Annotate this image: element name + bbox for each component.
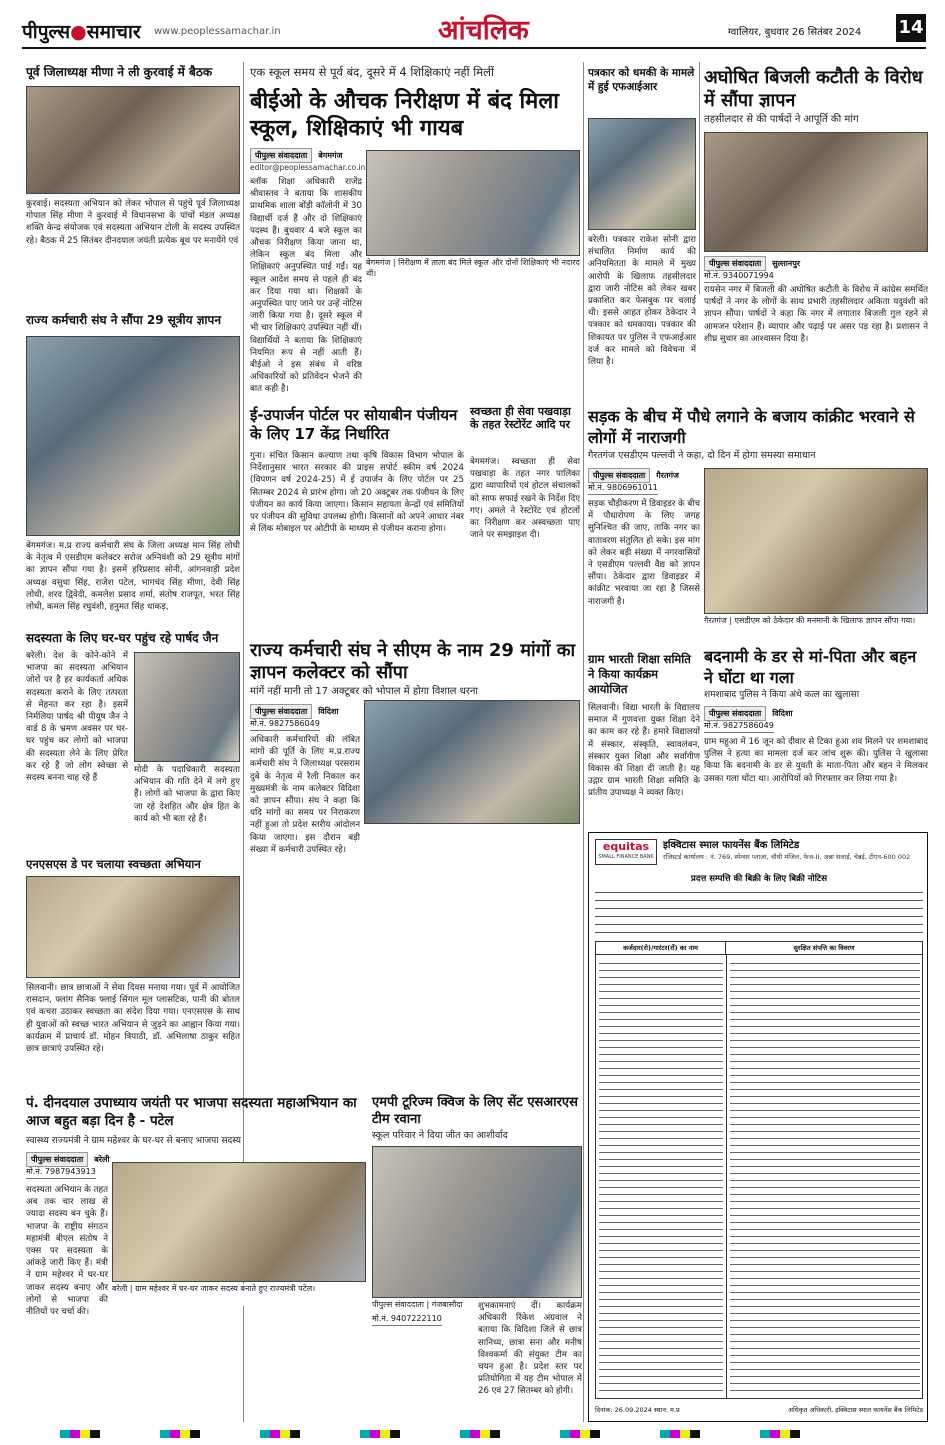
ad-address: रजिस्टर्ड कार्यालय : नं. 769, स्पेन्सर प्लाजा, चौथी मंजिल, फेज-II, अन्ना सलाई, चेन्नई, टीएन-600 002 [663, 853, 911, 861]
ad-col-borrower: कर्जदार(रो)/गारंटर(रों) का नाम [596, 942, 726, 954]
masthead-rule [22, 47, 926, 49]
story-body: बेगमगंज। म.प्र राज्य कर्मचारी संघ के जिला अध्यक्ष मान सिंह लोधी के नेतृत्व में एसडीएम कलेक्टर सरोज अग्निवंशी को 29 सूत्रीय मांगों का ज्ञापन सौंपा गया है। इसमें हरिप्रसाद सोनी, आंगनवाड़ी प्रदेश अध्यक्ष वसुधा सिंह, राजेश पटेल, भागचंद सिंह मीणा, देवी सिंह लोधी, शरद द्विवेदी, कमलेश प्रसाद शर्मा, संतोष राजपूत, भरत सिंह लोधी, कमल सिंह रघुवंशी, हनुमत सिंह धाकड़, [26, 541, 240, 613]
masthead-logo[interactable] [22, 18, 141, 44]
byline [250, 148, 370, 163]
byline-source: पीपुल्स संवाददाता [704, 256, 766, 271]
byline-place: विदिशा [772, 709, 793, 718]
story-subhead: स्कूल परिवार ने दिया जीत का आशीर्वाद [372, 1130, 508, 1141]
story-headline[interactable]: स्वच्छता ही सेवा पखवाड़ा के तहत रेस्टोरेंट आदि पर [470, 405, 571, 431]
story-headline[interactable]: ई-उपार्जन पोर्टल पर सोयाबीन पंजीयन के लिए 17 केंद्र निर्धारित [250, 406, 458, 443]
column-rule [583, 62, 584, 1422]
story-photo [26, 876, 240, 978]
story-headline[interactable]: अघोषित बिजली कटौती के विरोध में सौंपा ज्ञापन [704, 67, 923, 111]
ad-title: इक्विटास स्माल फायनेंस बैंक लिमिटेड [663, 840, 800, 851]
story-subhead: स्वास्थ्य राज्यमंत्री ने ग्राम महेश्वर के घर-घर से बनाए भाजपा सदस्य [26, 1136, 242, 1146]
mobile-number: मो.नं. 9827586049 [250, 718, 320, 731]
story-subhead: मांगें नहीं मानी तो 17 अक्टूबर को भोपाल में होगा विशाल धरना [250, 686, 479, 697]
story-body: सड़क चौड़ीकरण में डिवाइडर के बीच में पौधारोपण के लिए जगह सुनिश्चित की जाए, ताकि नगर का वातावरण संतुलित हो सके। इस मांग को लेकर बड़ी संख्या में नगरवासियों ने एसडीएम पल्लवी वैद्य को ज्ञापन सौंपा। ठेकेदार द्वारा डिवाइडर में कांक्रीट भरवाया जा रहा है जिससे नाराजगी है। [588, 499, 700, 607]
story-photo [26, 86, 240, 194]
issue-date: ग्वालियर, बुधवार 26 सितंबर 2024 [728, 27, 862, 38]
byline-source: पीपुल्स संवाददाता [704, 706, 766, 721]
story-photo [588, 118, 696, 230]
ad-table-header [595, 941, 923, 955]
ad-table-text [599, 959, 723, 1395]
story-headline[interactable]: पत्रकार को धमकी के मामले में हुई एफआईआर [588, 67, 695, 93]
logo-part-b: समाचार [86, 21, 141, 43]
byline-source: पीपुल्स संवाददाता [588, 468, 650, 483]
story-photo [26, 336, 240, 536]
logo-dot-icon: ● [70, 21, 87, 43]
color-registration-bar [0, 1430, 945, 1440]
byline-place: गैरतगंज [656, 471, 679, 480]
story-headline[interactable]: एनएसएस डे पर चलाया स्वच्छता अभियान [26, 857, 201, 871]
photo-caption: बरेली | ग्राम महेश्वर में घर-घर जाकर सदस्य बनाते हुए राज्यमंत्री पटेल। [112, 1284, 366, 1306]
mobile-number: मो.नं. 7987943913 [26, 1166, 96, 1179]
byline-place: विदिशा [318, 707, 339, 716]
registration-mark [660, 1430, 700, 1438]
ad-logo-text: equitas [602, 840, 650, 853]
story-headline[interactable]: बदनामी के डर से मां-पिता और बहन ने घोंटा था गला [704, 647, 917, 687]
ad-table-divider [726, 955, 727, 1399]
story-body: सिलवानी। छात्र छात्राओं ने सेवा दिवस मनाया गया। पूर्व में आयोजित रासदान, फ्लांग सैनिक फ्लाई सिंगल मूल प्लासटिक, पानी की बोतल एवं कचरा उठाकर स्वच्छता का संदेश दिया गया। एनएसएस के साथ ही युवाओं को स्वच्छ भारत अभियान से जुड़ने का आह्वान किया गया। कार्यक्रम में प्राचार्य डॉ. मोहन त्रिपाठी, डॉ. अभिलाषा ठाकुर सहित छात्र छात्राएं उपस्थित रहे। [26, 983, 240, 1055]
story-headline[interactable]: सड़क के बीच में पौधे लगाने के बजाय कांक्रीट भरवाने से लोगों में नाराजगी [588, 407, 915, 447]
ad-table-text [730, 959, 920, 1395]
story-body: ग्राम महुआ में 16 जून को दीवार से टिका हुआ शव मिलने पर शमशाबाद पुलिस ने हत्या का मामला दर्ज कर जांच शुरू की। पुलिस ने खुलासा किया कि बदनामी के डर से युवती के माता-पिता और बहन ने मिलकर उसका गला घोंटा था। आरोपियों को गिरफ्तार कर लिया गया है। [704, 737, 928, 784]
byline-source: पीपुल्स संवाददाता [250, 704, 312, 719]
story-headline[interactable]: एमपी टूरिज्म क्विज के लिए सेंट एसआरएस टीम रवाना [372, 1095, 578, 1127]
registration-mark [260, 1430, 300, 1438]
story-headline[interactable]: सदस्यता के लिए घर-घर पहुंच रहे पार्षद जैन [26, 631, 219, 645]
story-body: बेगमगंज। स्वच्छता ही सेवा पखवाड़ा के तहत नगर पालिका द्वारा व्यापारियों एवं होटल संचालकों को साफ सफाई रखने के निर्देश दिए गए। अमले ने रेस्टोरेंट एवं होटलों का निरीक्षण कर अस्वच्छता पाए जाने पर समझाइश दी। [470, 457, 580, 541]
story-body: रायसेन नगर में बिजली की अघोषित कटौती के विरोध में कांग्रेस समर्थित पार्षदों ने नगर के लोगों के साथ प्रभारी तहसीलदार अकिता यदुवंशी को ज्ञापन सौंपा। पार्षदों ने कहा कि नगर में लगातार बिजली गुल रहने से आमजन परेशान हैं। व्यापार और पढ़ाई पर असर पड़ रहा है। प्रशासन ने शीघ्र सुधार का आश्वासन दिया है। [704, 285, 928, 344]
column-rule [699, 62, 700, 294]
ad-logo [595, 839, 657, 865]
story-headline[interactable]: ग्राम भारती शिक्षा समिति ने किया कार्यक्रम आयोजित [588, 652, 691, 696]
byline-place: सुल्तानपुर [772, 259, 801, 268]
photo-caption: बेगमगंज | निरीक्षण में ताला बंद मिले स्कूल और दोनों शिक्षिकाएं भी नदारद थीं। [366, 258, 580, 280]
byline [588, 468, 708, 483]
page-number: 14 [896, 14, 926, 42]
registration-mark [760, 1430, 800, 1438]
story-subhead: गैरतगंज एसडीएम पल्लवी ने कहा, दो दिन में होगा समस्या समाधान [588, 450, 816, 461]
lead-headline[interactable]: बीईओ के औचक निरीक्षण में बंद मिला स्कूल, शिक्षिकाएं भी गायब [250, 89, 559, 141]
ad-footer-date: दिनांक: 26.09.2024 स्थान: म.प्र [595, 1406, 680, 1414]
logo-part-a: पीपुल्स [22, 21, 71, 43]
registration-mark [60, 1430, 100, 1438]
story-photo [112, 1162, 366, 1282]
ad-logo-subtext: SMALL FINANCE BANK [598, 854, 654, 860]
story-body: गुना। संचित किसान कल्याण तथा कृषि विकास विभाग भोपाल के निर्देशानुसार भारत सरकार की प्राइस सपोर्ट स्कीम वर्ष 2024 (विपणन वर्ष 2024-25) में ई उपार्जन के लिए पोर्टल पर 25 सितम्बर 2024 से प्रारंभ होगा। जो 20 अक्टूबर तक पंजीयन के लिए पंजीयन का कार्य किया जाएगा। किसान सहायता केन्द्रों एवं समितियों पर पंजीयन की सुविधा उपलब्ध होगी। किसानों को अपने आधार नंबर से लिंक मोबाइल पर ओटीपी के माध्यम से पंजीयन कराना होगा। [250, 451, 464, 535]
ad-col-property: सुरक्षित संपत्ति का विवरण [793, 944, 855, 952]
mobile-number: मो.नं. 9407222110 [372, 1313, 442, 1326]
story-subhead: तहसीलदार से की पार्षदों ने आपूर्ति की मांग [704, 114, 859, 125]
registration-mark [160, 1430, 200, 1438]
story-body: बरेली। पत्रकार राकेश सोनी द्वारा संचालित निर्माण कार्य की अनियमितता के मामले में मुख्य आरोपी के खिलाफ तहसीलदार द्वारा जारी नोटिस को लेकर खबर प्रकाशित कर फेसबुक पर चलाई थी। इससे आहत होकर ठेकेदार ने पत्रकार को धमकाया। पत्रकार की शिकायत पर पुलिस ने एफआईआर दर्ज कर मामले को विवेचना में लिया है। [588, 235, 696, 368]
story-body: बरेली। देश के कोने-कोने में भाजपा का सदस्यता अभियान जोरों पर है हर कार्यकर्ता अधिक सदस्यता कराने के लिए तत्परता से मेहनत कर रहा है। इसमें निर्मलिया पार्षद श्री पीयूष जैन ने वार्ड 8 के भ्रमण अवसर पर घर-घर पहुंच कर लोगों को भाजपा की सदस्यता लेने के लिए प्रेरित कर रहे हैं जो लोग स्वेच्छा से सदस्य बनना चाह रहे हैं [26, 651, 128, 784]
byline-source: पीपुल्स संवाददाता [250, 148, 312, 163]
section-title: आंचलिक [438, 15, 529, 46]
story-subhead: शमशाबाद पुलिस ने किया अंधे कत्ल का खुलासा [704, 690, 860, 700]
photo-caption: गैरतगंज | एसडीएम को ठेकेदार की मनमानी के खिलाफ ज्ञापन सौंपा गया। [704, 616, 928, 638]
story-photo [704, 132, 928, 252]
byline-source: पीपुल्स संवाददाता [26, 1152, 88, 1167]
ad-notice-title: प्रदत्त सम्पत्ति की बिक्री के लिए बिक्री नोटिस [691, 874, 827, 884]
bank-notice-ad[interactable] [588, 832, 928, 1422]
registration-mark [360, 1430, 400, 1438]
story-photo [372, 1146, 582, 1298]
ad-table-body [595, 955, 923, 1399]
story-photo [364, 700, 580, 824]
byline [704, 256, 928, 271]
story-body: सदस्यता अभियान के तहत अब तक चार लाख से ज्यादा सदस्य बन चुके हैं। भाजपा के राष्ट्रीय संगठन महामंत्री बीएल संतोष ने एक्स पर सदस्यता के आंकड़े जारी किए हैं। मंत्री ने ग्राम महेश्वर में घर-घर जाकर सदस्य बनाए और लोगों से भाजपा की नीतियों पर चर्चा की। [26, 1185, 108, 1318]
photo-caption: पीपुल्स संवाददाता | गंजबासौदा [372, 1300, 476, 1312]
mobile-number: मो.नं. 9806961011 [588, 482, 658, 495]
ad-intro-text [595, 887, 923, 937]
registration-mark [460, 1430, 500, 1438]
byline-place: बरेली [94, 1155, 110, 1164]
story-body: कुरवाई। सदस्यता अभियान को लेकर भोपाल से पहुंचे पूर्व जिलाध्यक्ष गोपाल सिंह मीणा ने कुरवाई में विधानसभा के पांचों मंडल अध्यक्ष शक्ति केन्द्र संयोजक एवं सदस्यता अभियान टोली के सदस्य उपस्थित रहे। बैठक में 25 सितंबर दीनदयाल जयंती प्रत्येक बूथ पर मनायेंगे एवं [26, 199, 240, 246]
mobile-number: मो.नं. 9340071994 [704, 270, 774, 283]
byline-place: बेगमगंज [318, 151, 343, 160]
story-headline[interactable]: पूर्व जिलाध्यक्ष मीणा ने ली कुरवाई में बैठक [26, 65, 213, 79]
ad-footer-signatory: अधिकृत अधिकारी, इक्विटास स्माल फायनेंस बैंक लिमिटेड [788, 1406, 923, 1414]
story-photo [366, 150, 580, 256]
story-kicker: एक स्कूल समय से पूर्व बंद, दूसरे में 4 शिक्षिकाएं नहीं मिलीं [250, 65, 494, 79]
story-body: शुभकामनाएं दीं। कार्यक्रम अधिकारी रिंकेश अग्रवाल ने बताया कि विदिशा जिले से छात्र सानिध्य, छात्रा सना और मनीष विश्वकर्मा की संयुक्त टीम का चयन हुआ है। प्रदेश स्तर पर प्रतियोगिता में यह टीम भोपाल में 26 एवं 27 सितम्बर को होगी। [478, 1301, 582, 1397]
byline [704, 706, 928, 721]
registration-mark [560, 1430, 600, 1438]
story-headline[interactable]: पं. दीनदयाल उपाध्याय जयंती पर भाजपा सदस्यता महाअभियान का आज बहुत बड़ा दिन है - पटेल [26, 1095, 357, 1129]
photo-caption: मोदी के पदाधिकारी सदस्यता अभियान की गति देने में लगे हुए हैं। लोगों को भाजपा के द्वारा किए जा रहे देशहित और क्षेत्र हित के कार्य को भी बता रहे हैं। [134, 765, 240, 824]
story-headline[interactable]: राज्य कर्मचारी संघ ने सौंपा 29 सूत्रीय ज्ञापन [26, 313, 222, 327]
masthead [0, 0, 945, 56]
email-address[interactable]: editor@peoplessamachar.co.in [250, 163, 366, 172]
story-body: ब्लॉक शिक्षा अधिकारी राजेंद्र श्रीवास्तव ने बताया कि शासकीय प्राथमिक शाला बोंड़ी कॉलोनी में 30 विद्यार्थी दर्ज हैं और दो शिक्षिकाएं पदस्थ हैं। बुधवार 4 बजे स्कूल का औचक निरीक्षण किया जाना था, लेकिन स्कूल बंद मिला और शिक्षिकाएं अनुपस्थित पाई गईं। यह स्कूल आदेश समय से पहले ही बंद कर दिया गया था। शिक्षकों के अनुपस्थित पाए जाने पर उन्हें नोटिस जारी किया गया है। दूसरे स्कूल में भी चार शिक्षिकाएं उपस्थित नहीं थीं। विद्यार्थियों ने बताया कि शिक्षिकाएं नियमित रूप से नहीं आती हैं। बीईओ ने इस संबंध में वरिष्ठ अधिकारियों को प्रतिवेदन भेजने की बात कही है। [250, 177, 362, 395]
story-photo [134, 652, 240, 762]
story-body: सिलवानी। विद्या भारती के विद्यालय समाज में गुणवत्ता युक्त शिक्षा देने का काम कर रहे हैं। हमारे विद्यालयों में संस्कार, संस्कृति, स्वावलंबन, संस्कार युक्त शिक्षा और सर्वांगीण विकास की शिक्षा दी जाती है। यह उद्गार ग्राम भारती शिक्षा समिति के प्रांतीय उपाध्यक्ष ने व्यक्त किए। [588, 703, 700, 799]
story-body: अधिकारी कर्मचारियों की लंबित मांगों की पूर्ति के लिए म.प्र.राज्य कर्मचारी संघ ने जिलाध्यक्ष परसराम दुबे के नेतृत्व में रैली निकाल कर मुख्यमंत्री के नाम कलेक्टर विदिशा को ज्ञापन सौंपा। संघ ने कहा कि यदि मांगों का समय पर निराकरण नहीं हुआ तो प्रदेश स्तरीय आंदोलन किया जाएगा। इस दौरान बड़ी संख्या में कर्मचारी उपस्थित रहे। [250, 735, 360, 855]
mobile-number: मो.नं. 9827586049 [704, 720, 774, 733]
story-photo [704, 468, 928, 614]
website-url[interactable]: www.peoplessamachar.in [154, 26, 281, 37]
story-headline[interactable]: राज्य कर्मचारी संघ ने सीएम के नाम 29 मांगों का ज्ञापन कलेक्टर को सौंपा [250, 640, 576, 683]
